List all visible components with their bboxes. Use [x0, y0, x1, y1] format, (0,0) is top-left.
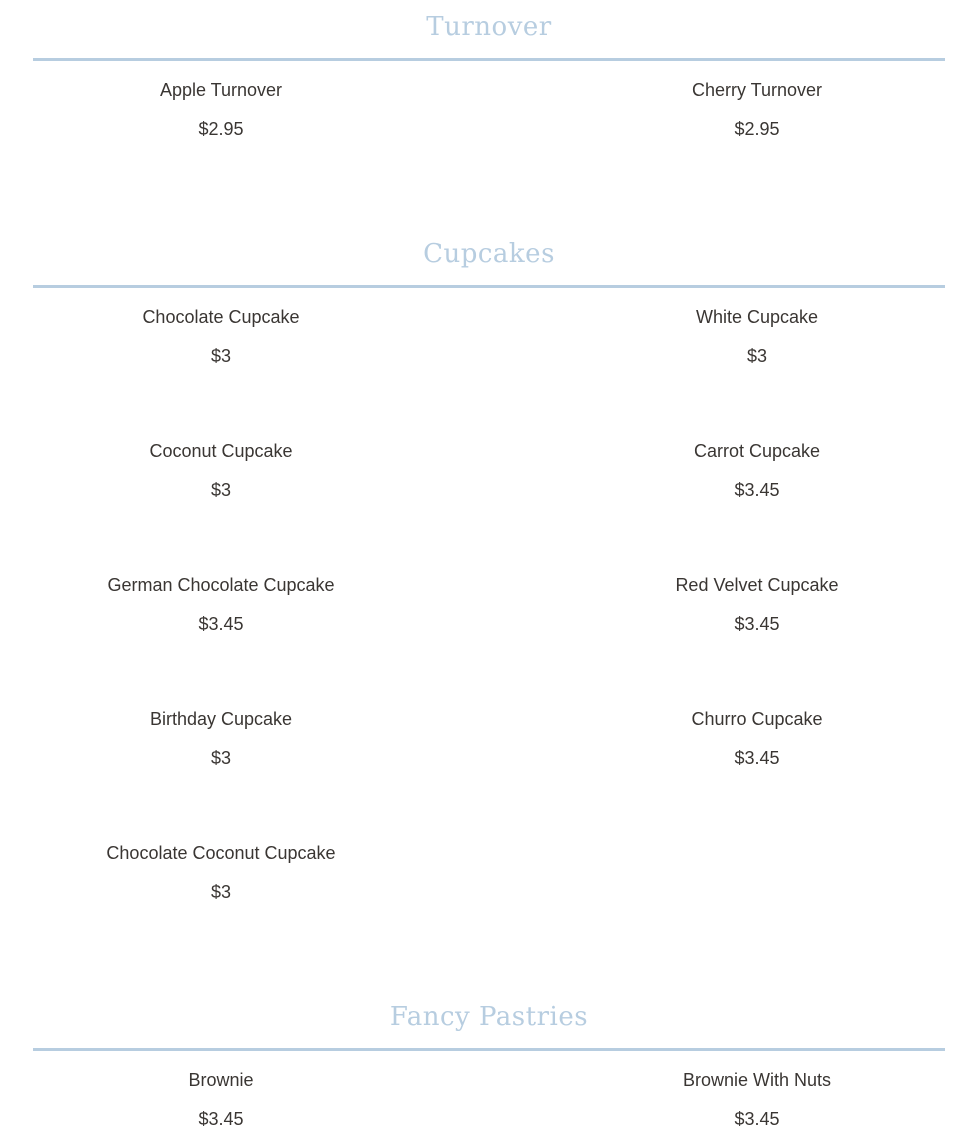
section-title: Turnover: [426, 12, 552, 42]
menu-item-name: Chocolate Cupcake: [142, 307, 300, 327]
menu-item-name: Brownie With Nuts: [682, 1070, 832, 1090]
menu-item-price: $2.95: [734, 119, 780, 139]
menu-item-price: $3.45: [198, 614, 244, 634]
menu-item: [557, 306, 957, 367]
menu-item-name: Birthday Cupcake: [149, 709, 293, 729]
section-divider: [33, 285, 945, 288]
menu-item-price: $3: [210, 480, 232, 500]
menu-item-price: $3: [210, 882, 232, 902]
section-title: Cupcakes: [423, 239, 555, 269]
menu-item-name: German Chocolate Cupcake: [107, 575, 335, 595]
section-divider: [33, 58, 945, 61]
menu-item: [557, 79, 957, 140]
menu-item-price: $3: [746, 346, 768, 366]
menu-item: [557, 440, 957, 501]
menu-item-price: $3.45: [734, 748, 780, 768]
menu-item: [21, 1069, 421, 1130]
menu-item: [21, 708, 421, 769]
menu-item-name: Apple Turnover: [159, 80, 283, 100]
menu-item: [557, 574, 957, 635]
menu-item-price: $2.95: [198, 119, 244, 139]
menu-item-name: White Cupcake: [695, 307, 819, 327]
menu-item-name: Carrot Cupcake: [693, 441, 821, 461]
menu-item: [557, 708, 957, 769]
menu-item-price: $3: [210, 748, 232, 768]
menu-item-price: $3.45: [734, 480, 780, 500]
menu-item-name: Red Velvet Cupcake: [675, 575, 839, 595]
menu-item: [21, 842, 421, 903]
section-divider: [33, 1048, 945, 1051]
menu-item-name: Cherry Turnover: [691, 80, 823, 100]
menu-item: [21, 574, 421, 635]
menu-item-price: $3.45: [734, 1109, 780, 1129]
menu-item: [21, 440, 421, 501]
menu-item-price: $3.45: [734, 614, 780, 634]
menu-item-name: Churro Cupcake: [691, 709, 823, 729]
menu-item: [21, 306, 421, 367]
menu-item-name: Chocolate Coconut Cupcake: [106, 843, 336, 863]
menu-item-name: Brownie: [188, 1070, 254, 1090]
menu-item: [557, 1069, 957, 1130]
menu-item-price: $3.45: [198, 1109, 244, 1129]
menu-item-price: $3: [210, 346, 232, 366]
menu-item-name: Coconut Cupcake: [149, 441, 293, 461]
menu-item: [21, 79, 421, 140]
section-title: Fancy Pastries: [389, 1002, 589, 1032]
